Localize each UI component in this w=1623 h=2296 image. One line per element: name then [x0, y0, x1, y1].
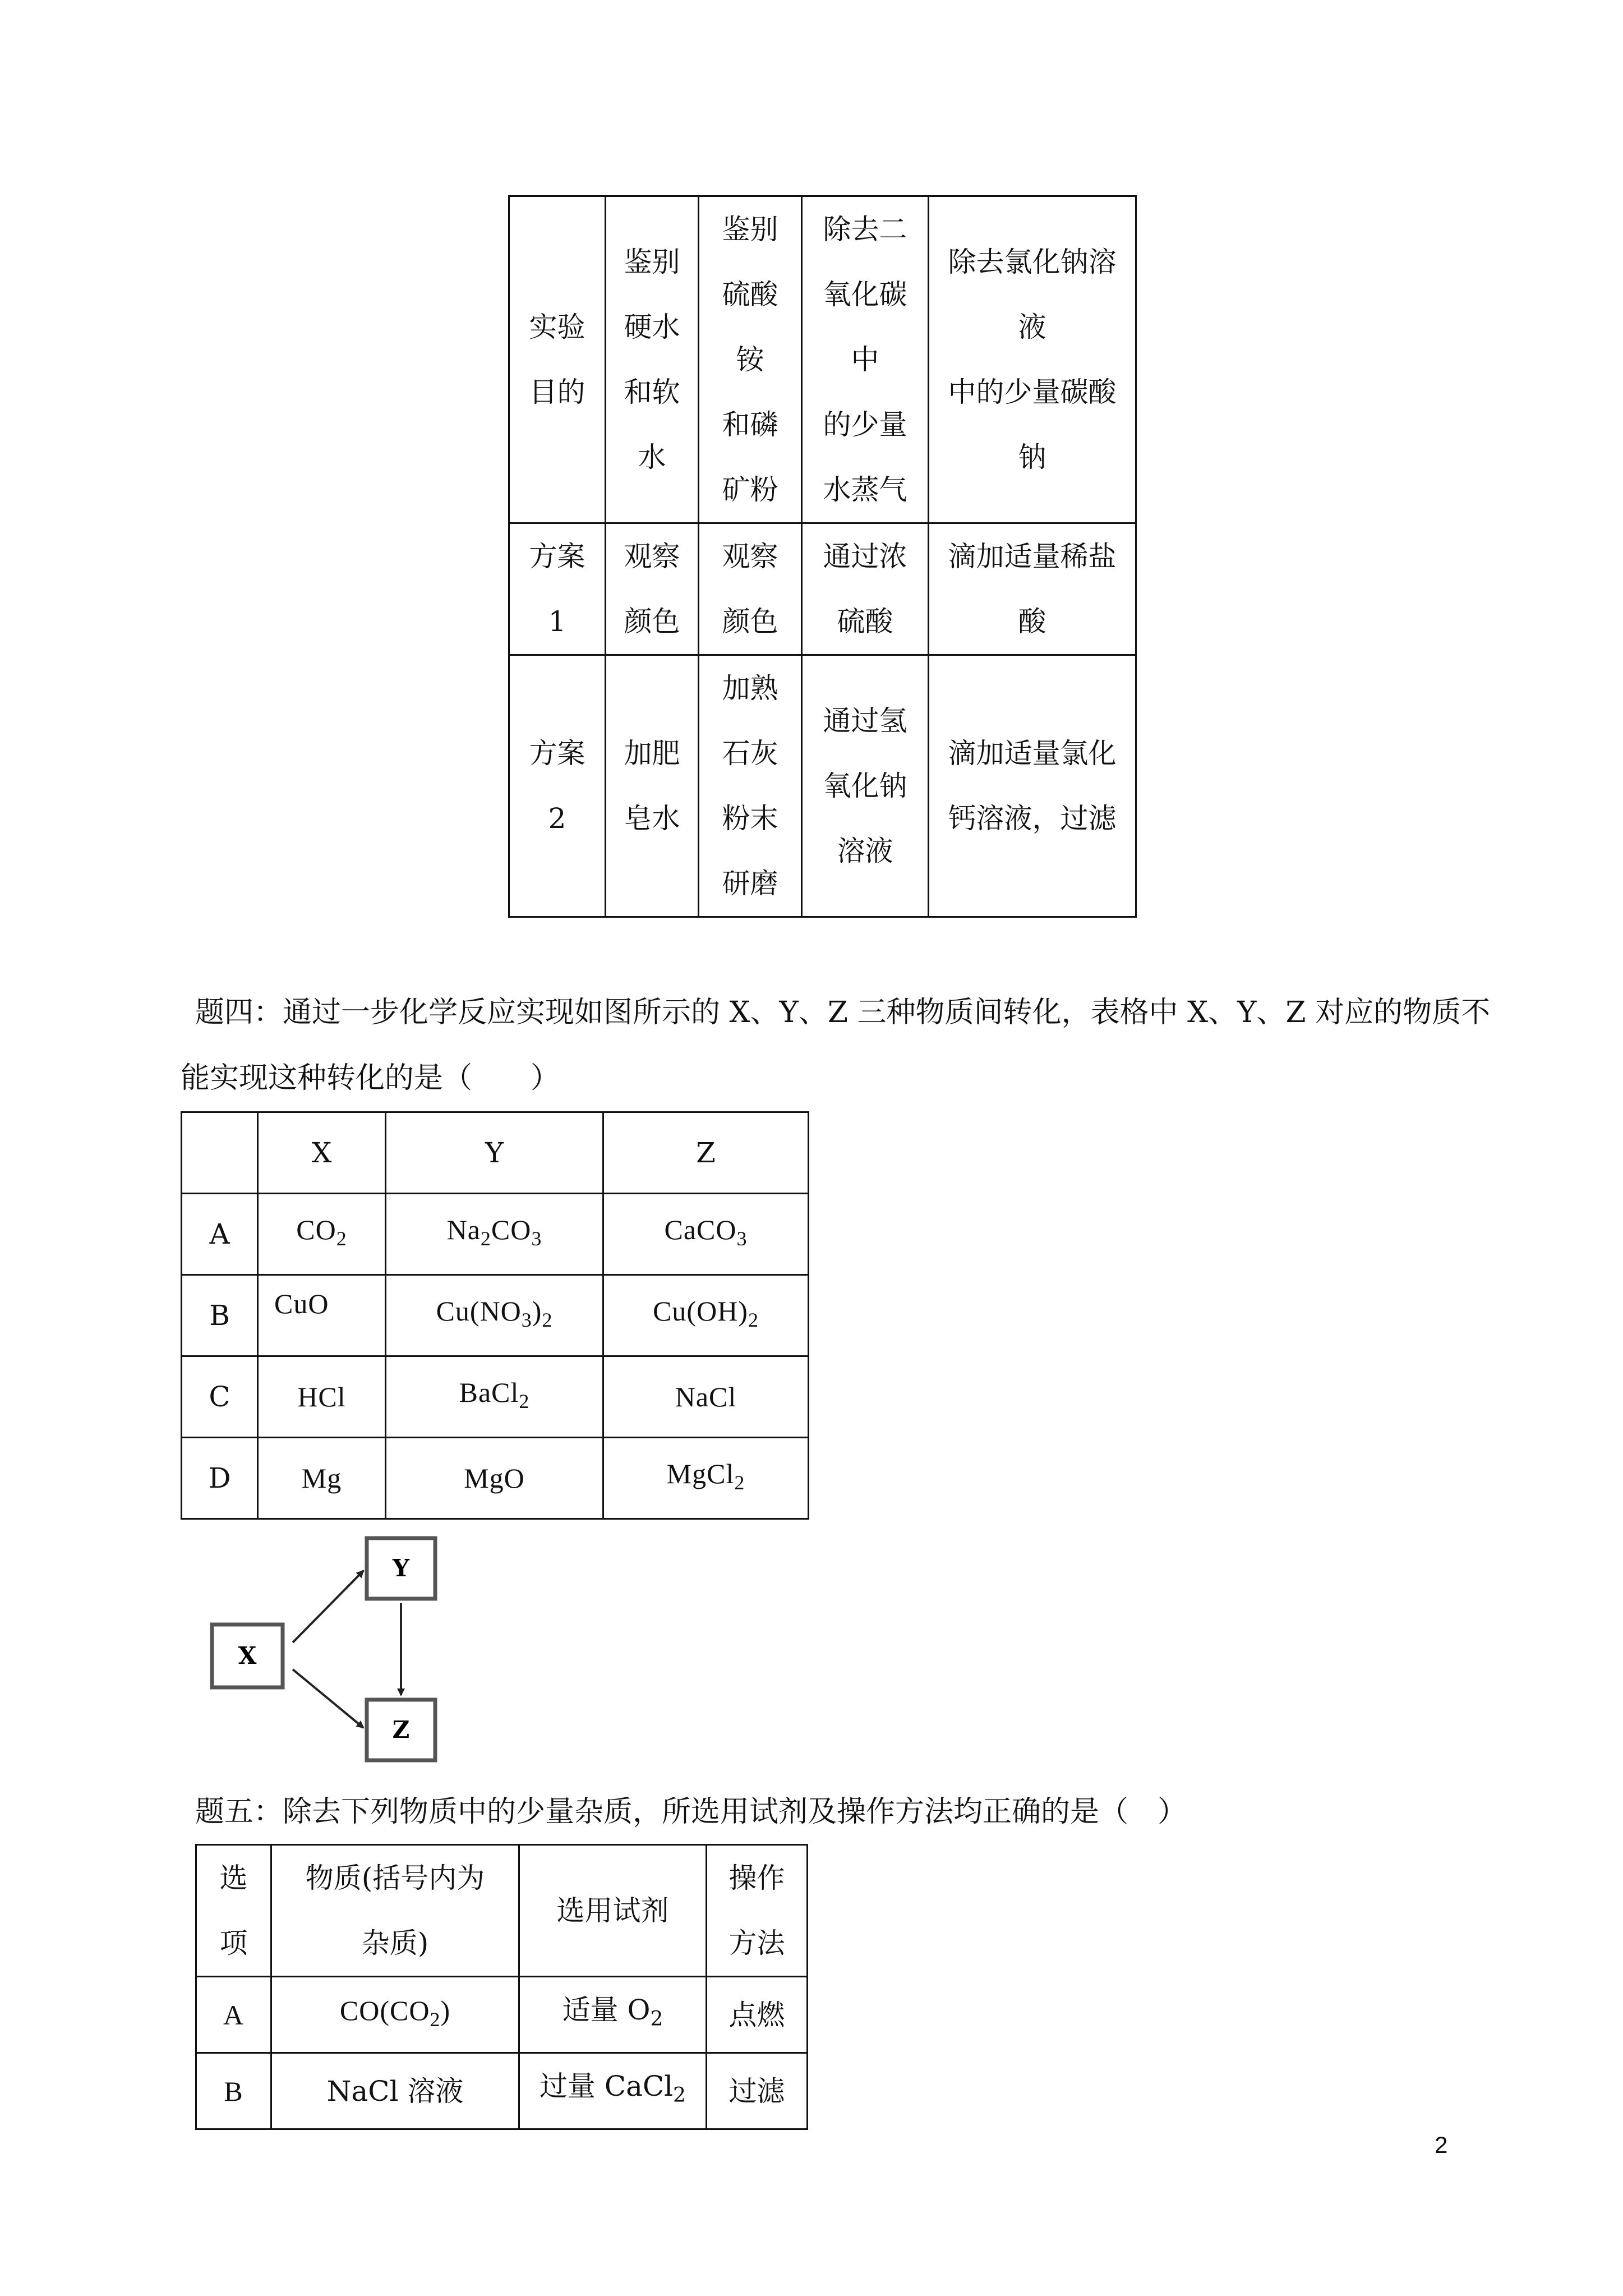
table-cell: 除去氯化钠溶 液 中的少量碳酸 钠 — [929, 196, 1136, 523]
substance: $CO(CO_2)$ — [271, 1977, 519, 2053]
table-row — [509, 196, 1136, 523]
box-y — [367, 1538, 435, 1599]
table-header-row — [182, 1112, 809, 1194]
row-label: 实验 目的 — [509, 196, 606, 523]
substance-y: $Na_2CO_3$ — [386, 1194, 603, 1275]
q5-options-table — [195, 1844, 808, 2130]
table-row — [196, 2053, 808, 2129]
table-row — [182, 1275, 809, 1356]
box-z — [367, 1700, 435, 1760]
q4-options-table — [181, 1111, 809, 1520]
row-label: 方案 1 — [509, 523, 606, 655]
substance: NaCl 溶液 — [271, 2053, 519, 2129]
substance-z: NaCl — [603, 1356, 809, 1438]
substance-z: MgCl$_2$ — [603, 1438, 809, 1519]
question-5-text: 题五：除去下列物质中的少量杂质，所选用试剂及操作方法均正确的是（ ） — [195, 1795, 1187, 1829]
table-cell: 加熟 石灰 粉末 研磨 — [699, 655, 802, 917]
option-label: D — [182, 1438, 258, 1519]
substance-x: $CO_2$ — [258, 1194, 386, 1275]
substance-y: $Cu(NO_3)_2$ — [386, 1275, 603, 1356]
table-cell: 通过氢 氧化钠 溶液 — [802, 655, 929, 917]
experiment-table — [508, 195, 1137, 918]
option-label: A — [182, 1194, 258, 1275]
question-4-text-cont: 能实现这种转化的是（ ） — [181, 1061, 560, 1095]
table-header-row — [196, 1845, 808, 1977]
table-row — [509, 655, 1136, 917]
page-number: 2 — [1435, 2132, 1448, 2158]
substance-y: BaCl$_2$ — [386, 1356, 603, 1438]
substance-z: CaCO$_3$ — [603, 1194, 809, 1275]
header-cell: 物质(括号内为 杂质) — [271, 1845, 519, 1977]
table-row — [182, 1194, 809, 1275]
table-cell: 观察 颜色 — [699, 523, 802, 655]
option-label: B — [182, 1275, 258, 1356]
table-row — [182, 1438, 809, 1519]
table-cell: 滴加适量稀盐 酸 — [929, 523, 1136, 655]
table-cell: 鉴别 硬水 和软 水 — [606, 196, 699, 523]
question-4-text: 题四：通过一步化学反应实现如图所示的 X、Y、Z 三种物质间转化，表格中 X、Y、Z 对应的物质不 — [195, 996, 1491, 1029]
table-cell: 滴加适量氯化 钙溶液，过滤 — [929, 655, 1136, 917]
reagent: 适量 $O_2$ — [519, 1977, 707, 2053]
table-cell: 鉴别 硫酸 铵 和磷 矿粉 — [699, 196, 802, 523]
option-label: B — [196, 2053, 271, 2129]
substance-z: $Cu(OH)_2$ — [603, 1275, 809, 1356]
substance-x: Mg — [258, 1438, 386, 1519]
row-label: 方案 2 — [509, 655, 606, 917]
conversion-diagram — [208, 1530, 465, 1766]
method: 过滤 — [707, 2053, 808, 2129]
label-x: X — [238, 1642, 257, 1669]
header-cell: X — [258, 1112, 386, 1194]
table-cell: 通过浓 硫酸 — [802, 523, 929, 655]
option-label: A — [196, 1977, 271, 2053]
table-cell: 除去二 氧化碳 中 的少量 水蒸气 — [802, 196, 929, 523]
header-cell: Z — [603, 1112, 809, 1194]
table-cell: 加肥 皂水 — [606, 655, 699, 917]
box-x — [212, 1625, 283, 1687]
arrow-x-to-y — [293, 1571, 363, 1642]
header-cell — [182, 1112, 258, 1194]
substance-x: HCl — [258, 1356, 386, 1438]
label-z: Z — [392, 1716, 410, 1743]
table-row — [196, 1977, 808, 2053]
table-row — [509, 523, 1136, 655]
substance-y: MgO — [386, 1438, 603, 1519]
method: 点燃 — [707, 1977, 808, 2053]
option-label: C — [182, 1356, 258, 1438]
header-cell: 选用试剂 — [519, 1845, 707, 1977]
header-cell: Y — [386, 1112, 603, 1194]
arrow-x-to-z — [293, 1669, 363, 1728]
label-y: Y — [393, 1554, 409, 1582]
table-row — [182, 1356, 809, 1438]
header-cell: 选 项 — [196, 1845, 271, 1977]
header-cell: 操作 方法 — [707, 1845, 808, 1977]
substance-x: CuO — [258, 1275, 386, 1356]
table-cell: 观察 颜色 — [606, 523, 699, 655]
reagent: 过量 CaCl$_2$ — [519, 2053, 707, 2129]
